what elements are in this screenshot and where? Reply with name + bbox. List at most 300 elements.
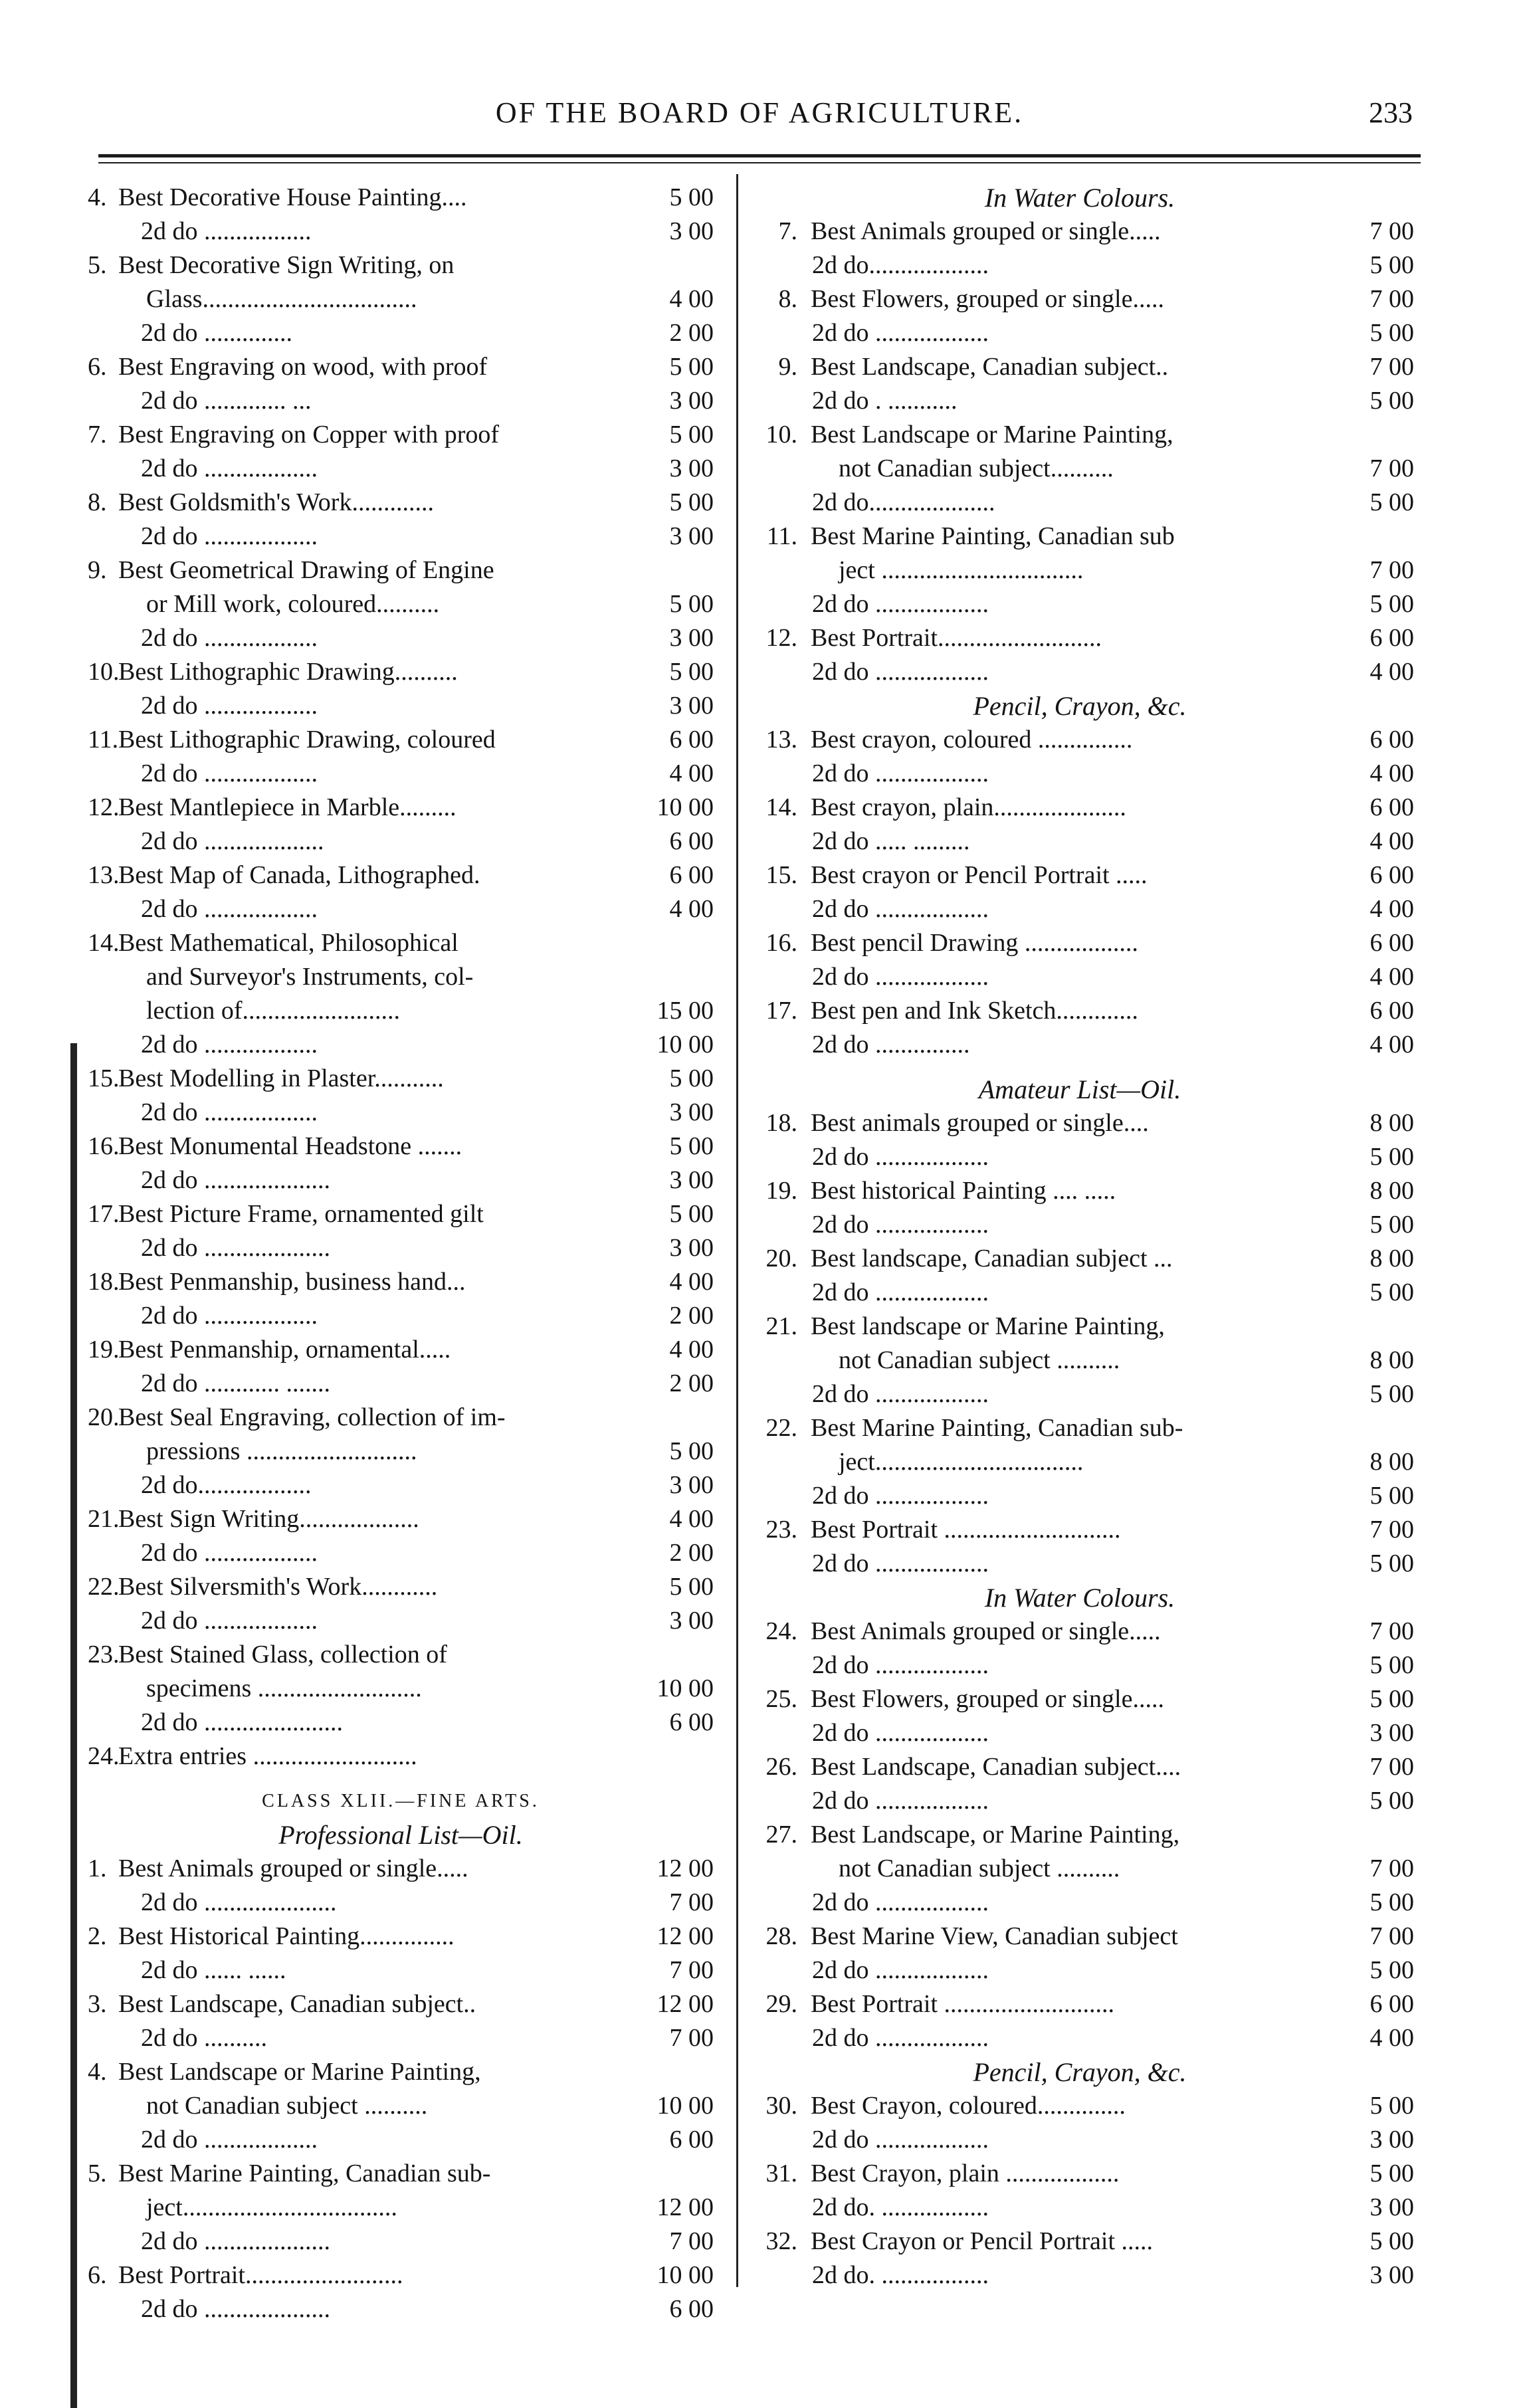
- entry-text: 2d do ..................: [141, 624, 318, 652]
- second-prize-entry: [88, 1299, 714, 1333]
- prize-amount: 6 00: [1369, 997, 1414, 1025]
- entry-text: 2d do....................: [812, 488, 995, 516]
- entry-text: 2d do ......................: [141, 1708, 343, 1736]
- entry-text: 2d do ..................: [141, 692, 318, 720]
- entry-text: 2d do .................: [141, 217, 312, 245]
- entry-text: ject ................................: [839, 556, 1084, 584]
- prize-amount: 5 00: [669, 1064, 714, 1092]
- prize-amount: 6 00: [1369, 929, 1414, 957]
- prize-entry: [746, 1106, 1414, 1140]
- second-prize-entry: [746, 1140, 1414, 1174]
- entry-text: Best Animals grouped or single.....: [811, 1617, 1161, 1645]
- prize-amount: 10 00: [657, 2261, 714, 2289]
- prize-amount: 4 00: [669, 759, 714, 787]
- prize-entry: [88, 1401, 714, 1435]
- prize-entry: [746, 723, 1414, 757]
- second-prize-entry: [88, 1536, 714, 1570]
- prize-amount: 6 00: [669, 1708, 714, 1736]
- entry-number: 31.: [765, 2159, 797, 2187]
- second-prize-entry: [746, 2021, 1414, 2055]
- entry-text: Best Map of Canada, Lithographed.: [118, 861, 480, 889]
- prize-amount: 7 00: [1369, 556, 1414, 584]
- second-prize-entry: [746, 486, 1414, 520]
- prize-entry: [746, 621, 1414, 655]
- entry-text: 2d do ..................: [141, 1607, 318, 1635]
- prize-amount: 3 00: [669, 692, 714, 720]
- second-prize-entry: [88, 452, 714, 486]
- prize-amount: 3 00: [669, 1471, 714, 1499]
- second-prize-entry: [88, 1367, 714, 1401]
- prize-amount: 6 00: [1369, 861, 1414, 889]
- entry-text: 2d do ..................: [141, 895, 318, 923]
- entry-text: 2d do ..................: [141, 1302, 318, 1330]
- second-prize-entry: [88, 621, 714, 655]
- entry-number: 22.: [765, 1414, 797, 1442]
- prize-amount: 3 00: [669, 522, 714, 550]
- prize-entry: [88, 1740, 714, 1773]
- entry-text: 2d do ...............: [812, 1031, 970, 1058]
- prize-entry: [88, 1570, 714, 1604]
- prize-entry: [88, 2258, 714, 2292]
- right-column: [746, 181, 1414, 2292]
- second-prize-entry: [746, 960, 1414, 994]
- entry-number: 28.: [765, 1922, 797, 1950]
- prize-entry: [88, 2055, 714, 2089]
- prize-entry: [88, 553, 714, 587]
- entry-text: 2d do ..................: [812, 1143, 989, 1171]
- prize-amount: 4 00: [1369, 895, 1414, 923]
- entry-text: 2d do ....................: [141, 1166, 330, 1194]
- entry-text: Best Geometrical Drawing of Engine: [118, 556, 494, 584]
- second-prize-entry: [88, 1163, 714, 1197]
- second-prize-entry: [746, 757, 1414, 791]
- second-prize-entry: [88, 1468, 714, 1502]
- entry-text: 2d do ..................: [812, 1211, 989, 1239]
- prize-entry: [88, 181, 714, 215]
- prize-amount: 3 00: [669, 387, 714, 415]
- entry-text: 2d do ..................: [141, 1098, 318, 1126]
- entry-text: 2d do ..................: [812, 1719, 989, 1747]
- prize-entry: [88, 1333, 714, 1367]
- entry-text: 2d do ..................: [812, 1278, 989, 1306]
- entry-text: Best pencil Drawing ..................: [811, 929, 1138, 957]
- prize-amount: 4 00: [669, 1268, 714, 1296]
- entry-number: 5.: [88, 251, 107, 279]
- second-prize-entry: [746, 1276, 1414, 1310]
- prize-amount: 5 00: [1369, 387, 1414, 415]
- entry-continuation: [88, 1435, 714, 1468]
- entry-number: 24.: [765, 1617, 797, 1645]
- entry-text: 2d do...................: [812, 251, 989, 279]
- entry-text: pressions ...........................: [146, 1437, 417, 1465]
- prize-entry: [88, 1062, 714, 1096]
- entry-number: 27.: [765, 1821, 797, 1849]
- prize-amount: 5 00: [1369, 1651, 1414, 1679]
- prize-entry: [746, 1920, 1414, 1954]
- prize-amount: 2 00: [669, 1369, 714, 1397]
- prize-amount: 5 00: [1369, 1550, 1414, 1577]
- entry-text: 2d do ..................: [812, 895, 989, 923]
- prize-entry: [88, 926, 714, 960]
- second-prize-entry: [88, 1096, 714, 1130]
- entry-continuation: [88, 994, 714, 1028]
- entry-text: 2d do ...... ......: [141, 1956, 286, 1984]
- prize-amount: 8 00: [1369, 1177, 1414, 1205]
- prize-amount: 7 00: [1369, 1516, 1414, 1544]
- prize-amount: 5 00: [1369, 1278, 1414, 1306]
- prize-amount: 6 00: [1369, 726, 1414, 753]
- prize-entry: [88, 1197, 714, 1231]
- prize-amount: 4 00: [669, 285, 714, 313]
- entry-text: Best landscape, Canadian subject ...: [811, 1245, 1173, 1272]
- entry-text: not Canadian subject ..........: [839, 1346, 1120, 1374]
- prize-amount: 5 00: [1369, 1685, 1414, 1713]
- entry-text: not Canadian subject..........: [839, 454, 1114, 482]
- running-title: OF THE BOARD OF AGRICULTURE.: [495, 96, 1024, 129]
- second-prize-entry: [746, 1377, 1414, 1411]
- entry-number: 19.: [765, 1177, 797, 1205]
- entry-text: Best Marine Painting, Canadian sub: [811, 522, 1175, 550]
- spacer: [88, 1773, 714, 1784]
- prize-amount: 7 00: [1369, 217, 1414, 245]
- entry-text: Best Flowers, grouped or single.....: [811, 285, 1164, 313]
- entry-number: 21.: [765, 1312, 797, 1340]
- prize-entry: [746, 1513, 1414, 1547]
- entry-number: 18.: [88, 1268, 120, 1296]
- prize-amount: 3 00: [1369, 2126, 1414, 2154]
- entry-text: Best Portrait ...........................: [811, 1990, 1115, 2018]
- prize-amount: 10 00: [657, 1674, 714, 1702]
- entry-text: Best crayon, plain.....................: [811, 793, 1126, 821]
- entry-number: 11.: [88, 726, 119, 753]
- prize-entry: [88, 249, 714, 282]
- entry-text: Best pen and Ink Sketch.............: [811, 997, 1138, 1025]
- prize-amount: 5 00: [1369, 319, 1414, 347]
- column-divider: [736, 174, 738, 2287]
- second-prize-entry: [746, 1784, 1414, 1818]
- prize-amount: 8 00: [1369, 1448, 1414, 1476]
- prize-amount: 5 00: [669, 1132, 714, 1160]
- prize-amount: 3 00: [669, 624, 714, 652]
- prize-amount: 6 00: [669, 2126, 714, 2154]
- entry-text: 2d do ....................: [141, 2227, 330, 2255]
- entry-number: 17.: [765, 997, 797, 1025]
- entry-number: 25.: [765, 1685, 797, 1713]
- entry-text: 2d do ..................: [812, 1888, 989, 1916]
- entry-text: 2d do ....................: [141, 1234, 330, 1262]
- second-prize-entry: [88, 2021, 714, 2055]
- prize-amount: 4 00: [1369, 759, 1414, 787]
- prize-amount: 5 00: [1369, 1143, 1414, 1171]
- prize-amount: 5 00: [1369, 1482, 1414, 1510]
- second-prize-entry: [88, 689, 714, 723]
- entry-text: 2d do ...................: [141, 827, 324, 855]
- entry-text: Best Animals grouped or single.....: [118, 1855, 468, 1882]
- second-prize-entry: [746, 1479, 1414, 1513]
- prize-amount: 5 00: [1369, 1888, 1414, 1916]
- prize-amount: 7 00: [1369, 285, 1414, 313]
- prize-entry: [88, 791, 714, 825]
- entry-text: Best Marine Painting, Canadian sub-: [811, 1414, 1183, 1442]
- entry-text: Best Monumental Headstone .......: [118, 1132, 462, 1160]
- entry-text: 2d do ..................: [141, 454, 318, 482]
- entry-number: 13.: [88, 861, 120, 889]
- prize-amount: 7 00: [1369, 454, 1414, 482]
- entry-text: 2d do ..................: [141, 759, 318, 787]
- entry-text: 2d do .....................: [141, 1888, 337, 1916]
- second-prize-entry: [746, 1208, 1414, 1242]
- entry-text: Best Goldsmith's Work.............: [118, 488, 434, 516]
- prize-amount: 7 00: [669, 2024, 714, 2052]
- prize-entry: [88, 655, 714, 689]
- entry-text: Best crayon or Pencil Portrait .....: [811, 861, 1148, 889]
- prize-entry: [746, 1987, 1414, 2021]
- entry-number: 23.: [88, 1641, 120, 1668]
- section-heading: Pencil, Crayon, &c.: [973, 2057, 1187, 2087]
- entry-text: 2d do ..................: [812, 590, 989, 618]
- entry-text: Best Portrait.........................: [118, 2261, 403, 2289]
- second-prize-entry: [88, 2123, 714, 2157]
- prize-entry: [746, 1310, 1414, 1344]
- entry-text: Best Marine Painting, Canadian sub-: [118, 2159, 491, 2187]
- prize-amount: 4 00: [1369, 963, 1414, 991]
- prize-amount: 7 00: [1369, 1617, 1414, 1645]
- binding-edge-mark: [70, 1043, 77, 2408]
- prize-amount: 5 00: [1369, 2227, 1414, 2255]
- entry-text: 2d do ..................: [141, 1031, 318, 1058]
- entry-text: Best Seal Engraving, collection of im-: [118, 1403, 506, 1431]
- prize-entry: [88, 723, 714, 757]
- prize-amount: 15 00: [657, 997, 714, 1025]
- prize-amount: 5 00: [669, 658, 714, 686]
- second-prize-entry: [746, 2191, 1414, 2225]
- entry-number: 9.: [778, 353, 797, 381]
- entry-number: 20.: [88, 1403, 120, 1431]
- entry-text: Best Crayon, coloured..............: [811, 2092, 1126, 2120]
- entry-text: Best Landscape, Canadian subject..: [118, 1990, 476, 2018]
- header-rule-thin: [98, 162, 1421, 163]
- entry-number: 6.: [88, 353, 107, 381]
- entry-number: 7.: [778, 217, 797, 245]
- entry-number: 14.: [88, 929, 120, 957]
- entry-text: Best Historical Painting...............: [118, 1922, 455, 1950]
- prize-amount: 5 00: [1369, 590, 1414, 618]
- page-header: [0, 93, 1519, 133]
- entry-number: 16.: [88, 1132, 120, 1160]
- entry-text: Best landscape or Marine Painting,: [811, 1312, 1165, 1340]
- header-rule-thick: [98, 154, 1421, 157]
- prize-entry: [746, 926, 1414, 960]
- prize-entry: [746, 1174, 1414, 1208]
- entry-text: Best Modelling in Plaster...........: [118, 1064, 444, 1092]
- prize-entry: [746, 1818, 1414, 1852]
- entry-text: Best Flowers, grouped or single.....: [811, 1685, 1164, 1713]
- entry-text: Best Crayon or Pencil Portrait .....: [811, 2227, 1154, 2255]
- prize-amount: 5 00: [669, 1573, 714, 1601]
- entry-text: Best Mantlepiece in Marble.........: [118, 793, 456, 821]
- prize-amount: 7 00: [1369, 353, 1414, 381]
- entry-text: 2d do ..................: [812, 1482, 989, 1510]
- entry-text: Best Engraving on Copper with proof: [118, 421, 500, 449]
- entry-number: 29.: [765, 1990, 797, 2018]
- second-prize-entry: [746, 1954, 1414, 1987]
- prize-amount: 3 00: [669, 1166, 714, 1194]
- prize-amount: 10 00: [657, 1031, 714, 1058]
- entry-number: 17.: [88, 1200, 120, 1228]
- entry-continuation: [88, 587, 714, 621]
- prize-amount: 7 00: [669, 1956, 714, 1984]
- entry-number: 15.: [88, 1064, 120, 1092]
- prize-entry: [88, 418, 714, 452]
- second-prize-entry: [746, 249, 1414, 282]
- entry-text: Best Animals grouped or single.....: [811, 217, 1161, 245]
- second-prize-entry: [88, 825, 714, 858]
- prize-entry: [746, 350, 1414, 384]
- second-prize-entry: [88, 1706, 714, 1740]
- prize-amount: 3 00: [1369, 1719, 1414, 1747]
- prize-amount: 5 00: [669, 1437, 714, 1465]
- prize-amount: 3 00: [669, 217, 714, 245]
- entry-text: Best Silversmith's Work............: [118, 1573, 438, 1601]
- prize-entry: [746, 1242, 1414, 1276]
- prize-amount: 2 00: [669, 319, 714, 347]
- entry-continuation: [88, 960, 714, 994]
- entry-text: Extra entries ..........................: [118, 1742, 417, 1770]
- prize-amount: 5 00: [1369, 251, 1414, 279]
- second-prize-entry: [88, 892, 714, 926]
- entry-number: 13.: [765, 726, 797, 753]
- second-prize-entry: [746, 384, 1414, 418]
- entry-text: Best Landscape or Marine Painting,: [811, 421, 1173, 449]
- entry-text: 2d do ..................: [812, 1956, 989, 1984]
- prize-entry: [88, 1852, 714, 1886]
- prize-amount: 5 00: [1369, 2159, 1414, 2187]
- entry-number: 9.: [88, 556, 107, 584]
- prize-amount: 2 00: [669, 1302, 714, 1330]
- section-heading: In Water Colours.: [984, 183, 1175, 213]
- entry-text: Best Portrait..........................: [811, 624, 1102, 652]
- prize-amount: 5 00: [1369, 1956, 1414, 1984]
- entry-text: 2d do ....................: [141, 2295, 330, 2323]
- prize-amount: 3 00: [669, 1607, 714, 1635]
- prize-amount: 8 00: [1369, 1109, 1414, 1137]
- entry-text: Best historical Painting .... .....: [811, 1177, 1116, 1205]
- prize-entry: [746, 2225, 1414, 2258]
- entry-number: 8.: [88, 488, 107, 516]
- entry-text: 2d do. .................: [812, 2193, 989, 2221]
- entry-number: 10.: [88, 658, 120, 686]
- prize-amount: 2 00: [669, 1539, 714, 1567]
- entry-number: 12.: [765, 624, 797, 652]
- prize-amount: 4 00: [1369, 1031, 1414, 1058]
- entry-text: 2d do . ...........: [812, 387, 958, 415]
- entry-text: Best crayon, coloured ...............: [811, 726, 1133, 753]
- entry-text: 2d do ..................: [812, 2126, 989, 2154]
- entry-text: or Mill work, coloured..........: [146, 590, 440, 618]
- second-prize-entry: [88, 2225, 714, 2258]
- entry-text: 2d do ............. ...: [141, 387, 312, 415]
- entry-continuation: [746, 1852, 1414, 1886]
- entry-text: 2d do ..................: [141, 1539, 318, 1567]
- entry-number: 23.: [765, 1516, 797, 1544]
- prize-amount: 4 00: [1369, 2024, 1414, 2052]
- entry-text: Best Landscape or Marine Painting,: [118, 2058, 481, 2086]
- entry-continuation: [746, 1445, 1414, 1479]
- prize-entry: [88, 350, 714, 384]
- prize-entry: [88, 1638, 714, 1672]
- prize-amount: 10 00: [657, 2092, 714, 2120]
- entry-continuation: [88, 2191, 714, 2225]
- entry-text: Best Decorative Sign Writing, on: [118, 251, 455, 279]
- entry-text: 2d do ..................: [812, 1651, 989, 1679]
- entry-text: lection of.........................: [146, 997, 401, 1025]
- prize-amount: 3 00: [669, 1234, 714, 1262]
- prize-amount: 5 00: [1369, 488, 1414, 516]
- prize-amount: 12 00: [657, 1990, 714, 2018]
- prize-amount: 6 00: [1369, 1990, 1414, 2018]
- prize-amount: 4 00: [669, 895, 714, 923]
- entry-number: 19.: [88, 1336, 120, 1363]
- second-prize-entry: [746, 1547, 1414, 1581]
- prize-amount: 3 00: [1369, 2261, 1414, 2289]
- prize-entry: [746, 994, 1414, 1028]
- prize-amount: 7 00: [1369, 1753, 1414, 1781]
- entry-text: 2d do ..................: [812, 963, 989, 991]
- section-heading: Pencil, Crayon, &c.: [973, 691, 1187, 721]
- prize-amount: 12 00: [657, 1855, 714, 1882]
- second-prize-entry: [746, 316, 1414, 350]
- second-prize-entry: [88, 2292, 714, 2326]
- entry-text: 2d do ..........: [141, 2024, 267, 2052]
- entry-number: 6.: [88, 2261, 107, 2289]
- prize-amount: 5 00: [1369, 1211, 1414, 1239]
- entry-text: ject..................................: [146, 2193, 397, 2221]
- entry-continuation: [88, 2089, 714, 2123]
- second-prize-entry: [88, 757, 714, 791]
- entry-number: 11.: [766, 522, 797, 550]
- second-prize-entry: [88, 1954, 714, 1987]
- entry-text: Best Sign Writing...................: [118, 1505, 419, 1533]
- entry-number: 5.: [88, 2159, 107, 2187]
- prize-amount: 10 00: [657, 793, 714, 821]
- prize-entry: [746, 418, 1414, 452]
- prize-amount: 5 00: [1369, 1380, 1414, 1408]
- entry-text: 2d do ..................: [812, 759, 989, 787]
- second-prize-entry: [746, 892, 1414, 926]
- entry-text: specimens ..........................: [146, 1674, 422, 1702]
- section-heading: In Water Colours.: [984, 1583, 1175, 1613]
- prize-entry: [746, 2157, 1414, 2191]
- entry-continuation: [746, 553, 1414, 587]
- entry-text: Best Stained Glass, collection of: [118, 1641, 447, 1668]
- prize-amount: 6 00: [1369, 624, 1414, 652]
- prize-entry: [746, 215, 1414, 249]
- second-prize-entry: [88, 520, 714, 553]
- second-prize-entry: [746, 587, 1414, 621]
- prize-amount: 8 00: [1369, 1245, 1414, 1272]
- entry-text: Best Landscape, Canadian subject....: [811, 1753, 1181, 1781]
- entry-text: Best Penmanship, business hand...: [118, 1268, 466, 1296]
- prize-entry: [746, 1411, 1414, 1445]
- prize-entry: [746, 791, 1414, 825]
- prize-amount: 5 00: [669, 353, 714, 381]
- class-title: CLASS XLII.—FINE ARTS.: [262, 1791, 540, 1811]
- second-prize-entry: [88, 1231, 714, 1265]
- entry-text: Best Engraving on wood, with proof: [118, 353, 488, 381]
- second-prize-entry: [746, 655, 1414, 689]
- section-heading: Amateur List—Oil.: [978, 1074, 1181, 1104]
- prize-entry: [746, 282, 1414, 316]
